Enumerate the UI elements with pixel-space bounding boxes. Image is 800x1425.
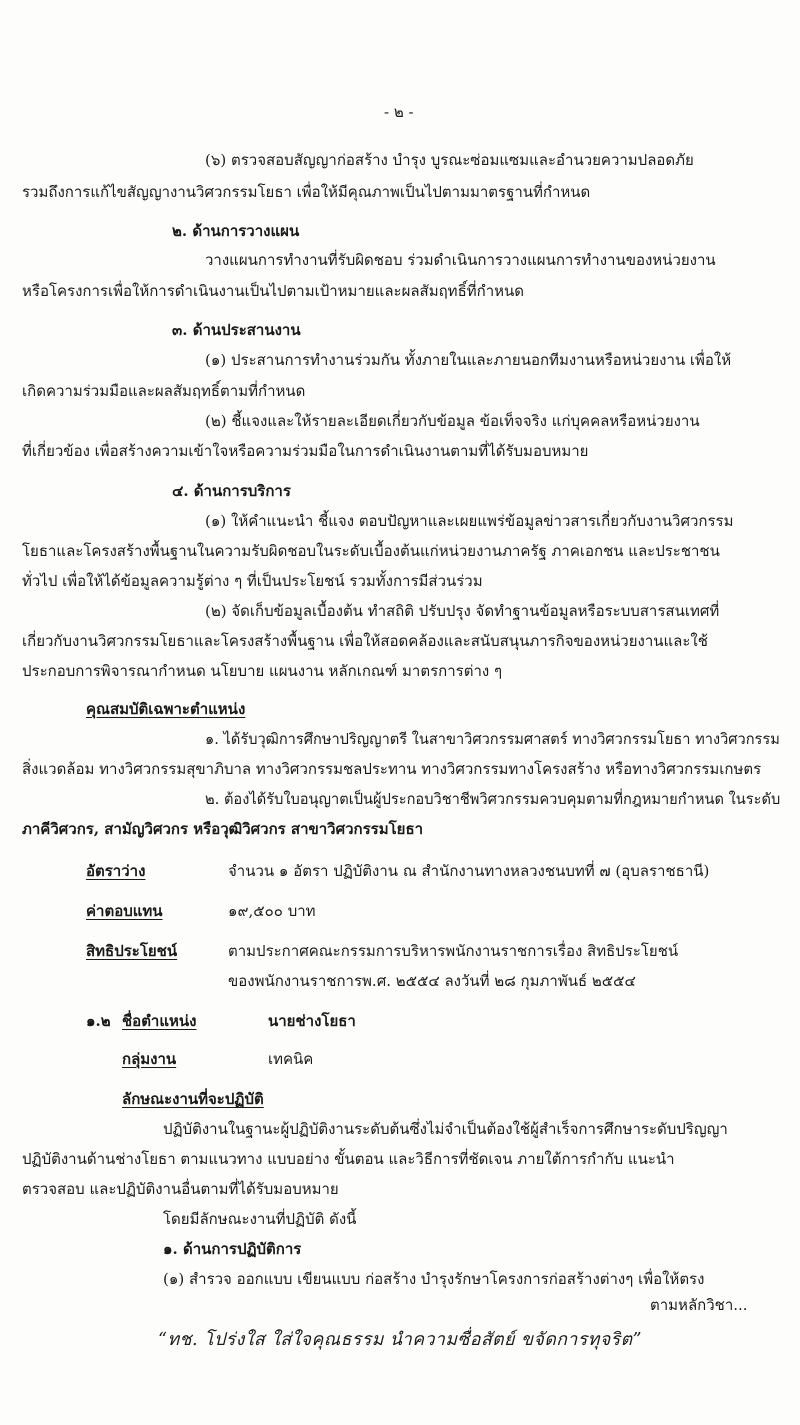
service-item-1-line-3: ทั่วไป เพื่อให้ได้ข้อมูลความรู้ต่าง ๆ ที่เป็นประโยชน์ รวมทั้งการมีส่วนร่วม (22, 572, 483, 590)
coordination-heading: ๓. ด้านประสานงาน (172, 321, 301, 339)
footer-slogan: “ทช. โปร่งใส ใส่ใจคุณธรรม นำความซื่อสัตย์ ขจัดการทุจริต” (157, 1330, 643, 1350)
qualifications-heading: คุณสมบัติเฉพาะตำแหน่ง (86, 700, 246, 718)
job-nature-line-2: ปฏิบัติงานด้านช่างโยธา ตามแนวทาง แบบอย่าง ขั้นตอน และวิธีการที่ชัดเจน ภายใต้การกำกับ แนะนำ (22, 1150, 675, 1168)
continuation-text: ตามหลักวิชา... (650, 1296, 748, 1314)
service-item-2-line-2: เกี่ยวกับงานวิศวกรรมโยธาและโครงสร้างพื้นฐาน เพื่อให้สอดคล้องและสนับสนุนภารกิจของหน่วยงานและใช้ (22, 632, 708, 650)
item-6-line-1: (๖) ตรวจสอบสัญญาก่อสร้าง บำรุง บูรณะซ่อมแซมและอำนวยความปลอดภัย (205, 151, 694, 169)
operations-item-1: (๑) สำรวจ ออกแบบ เขียนแบบ ก่อสร้าง บำรุงรักษาโครงการก่อสร้างต่างๆ เพื่อให้ตรง (163, 1270, 705, 1288)
job-nature-heading: ลักษณะงานที่จะปฏิบัติ (122, 1090, 264, 1108)
service-item-1-line-2: โยธาและโครงสร้างพื้นฐานในความรับผิดชอบในระดับเบื้องต้นแก่หน่วยงานภาครัฐ ภาคเอกชน และประชาชน (22, 542, 720, 560)
service-item-2-line-3: ประกอบการพิจารณากำหนด นโยบาย แผนงาน หลักเกณฑ์ มาตรการต่าง ๆ (22, 662, 503, 680)
service-heading: ๔. ด้านการบริการ (172, 482, 291, 500)
group-label: กลุ่มงาน (122, 1050, 177, 1068)
vacancy-value: จำนวน ๑ อัตรา ปฏิบัติงาน ณ สำนักงานทางหลวงชนบทที่ ๗ (อุบลราชธานี) (228, 862, 710, 880)
coordination-item-1-line-2: เกิดความร่วมมือและผลสัมฤทธิ์ตามที่กำหนด (22, 382, 306, 400)
coordination-item-1-line-1: (๑) ประสานการทำงานร่วมกัน ทั้งภายในและภายนอกทีมงานหรือหน่วยงาน เพื่อให้ (205, 351, 732, 369)
qualifications-item-2-line-2: ภาคีวิศวกร, สามัญวิศวกร หรือวุฒิวิศวกร สาขาวิศวกรรมโยธา (22, 820, 424, 838)
group-value: เทคนิค (268, 1050, 314, 1068)
page-number: - ๒ - (384, 103, 414, 121)
operations-heading: ๑. ด้านการปฏิบัติการ (163, 1240, 302, 1258)
planning-heading: ๒. ด้านการวางแผน (172, 222, 300, 240)
salary-label: ค่าตอบแทน (86, 902, 163, 920)
qualifications-item-2-line-1: ๒. ต้องได้รับใบอนุญาตเป็นผู้ประกอบวิชาชีพวิศวกรรมควบคุมตามที่กฎหมายกำหนด ในระดับ (205, 790, 781, 808)
benefits-label: สิทธิประโยชน์ (86, 942, 178, 960)
qualifications-item-1-line-2: สิ่งแวดล้อม ทางวิศวกรรมสุขาภิบาล ทางวิศวกรรมชลประทาน ทางวิศวกรรมทางโครงสร้าง หรือทางวิศวกรรมเกษตร (22, 760, 762, 778)
service-item-2-line-1: (๒) จัดเก็บข้อมูลเบื้องต้น ทำสถิติ ปรับปรุง จัดทำฐานข้อมูลหรือระบบสารสนเทศที่ (205, 602, 720, 620)
service-item-1-line-1: (๑) ให้คำแนะนำ ชี้แจง ตอบปัญหาและเผยแพร่ข้อมูลข่าวสารเกี่ยวกับงานวิศวกรรม (205, 512, 734, 530)
position-label: ชื่อตำแหน่ง (122, 1012, 197, 1030)
benefits-line-2: ของพนักงานราชการพ.ศ. ๒๕๕๔ ลงวันที่ ๒๘ กุมภาพันธ์ ๒๕๕๔ (228, 972, 636, 990)
salary-value: ๑๙,๕๐๐ บาท (228, 902, 316, 920)
planning-line-1: วางแผนการทำงานที่รับผิดชอบ ร่วมดำเนินการวางแผนการทำงานของหน่วยงาน (205, 251, 716, 269)
qualifications-item-1-line-1: ๑. ได้รับวุฒิการศึกษาปริญญาตรี ในสาขาวิศวกรรมศาสตร์ ทางวิศวกรรมโยธา ทางวิศวกรรม (205, 730, 780, 748)
job-nature-line-3: ตรวจสอบ และปฏิบัติงานอื่นตามที่ได้รับมอบหมาย (22, 1180, 339, 1198)
coordination-item-2-line-1: (๒) ชี้แจงและให้รายละเอียดเกี่ยวกับข้อมูล ข้อเท็จจริง แก่บุคคลหรือหน่วยงาน (205, 412, 700, 430)
job-nature-line-1: ปฏิบัติงานในฐานะผู้ปฏิบัติงานระดับต้นซึ่งไม่จำเป็นต้องใช้ผู้สำเร็จการศึกษาระดับปริญญา (163, 1120, 728, 1138)
coordination-item-2-line-2: ที่เกี่ยวข้อง เพื่อสร้างความเข้าใจหรือความร่วมมือในการดำเนินงานตามที่ได้รับมอบหมาย (22, 442, 589, 460)
job-nature-intro: โดยมีลักษณะงานที่ปฏิบัติ ดังนี้ (163, 1210, 357, 1228)
item-6-line-2: รวมถึงการแก้ไขสัญญางานวิศวกรรมโยธา เพื่อให้มีคุณภาพเป็นไปตามมาตรฐานที่กำหนด (22, 183, 591, 201)
benefits-line-1: ตามประกาศคณะกรรมการบริหารพนักงานราชการเรื่อง สิทธิประโยชน์ (228, 942, 679, 960)
vacancy-label: อัตราว่าง (86, 862, 146, 880)
position-number: ๑.๒ (86, 1012, 111, 1030)
planning-line-2: หรือโครงการเพื่อให้การดำเนินงานเป็นไปตามเป้าหมายและผลสัมฤทธิ์ที่กำหนด (22, 282, 525, 300)
position-value: นายช่างโยธา (268, 1012, 356, 1030)
